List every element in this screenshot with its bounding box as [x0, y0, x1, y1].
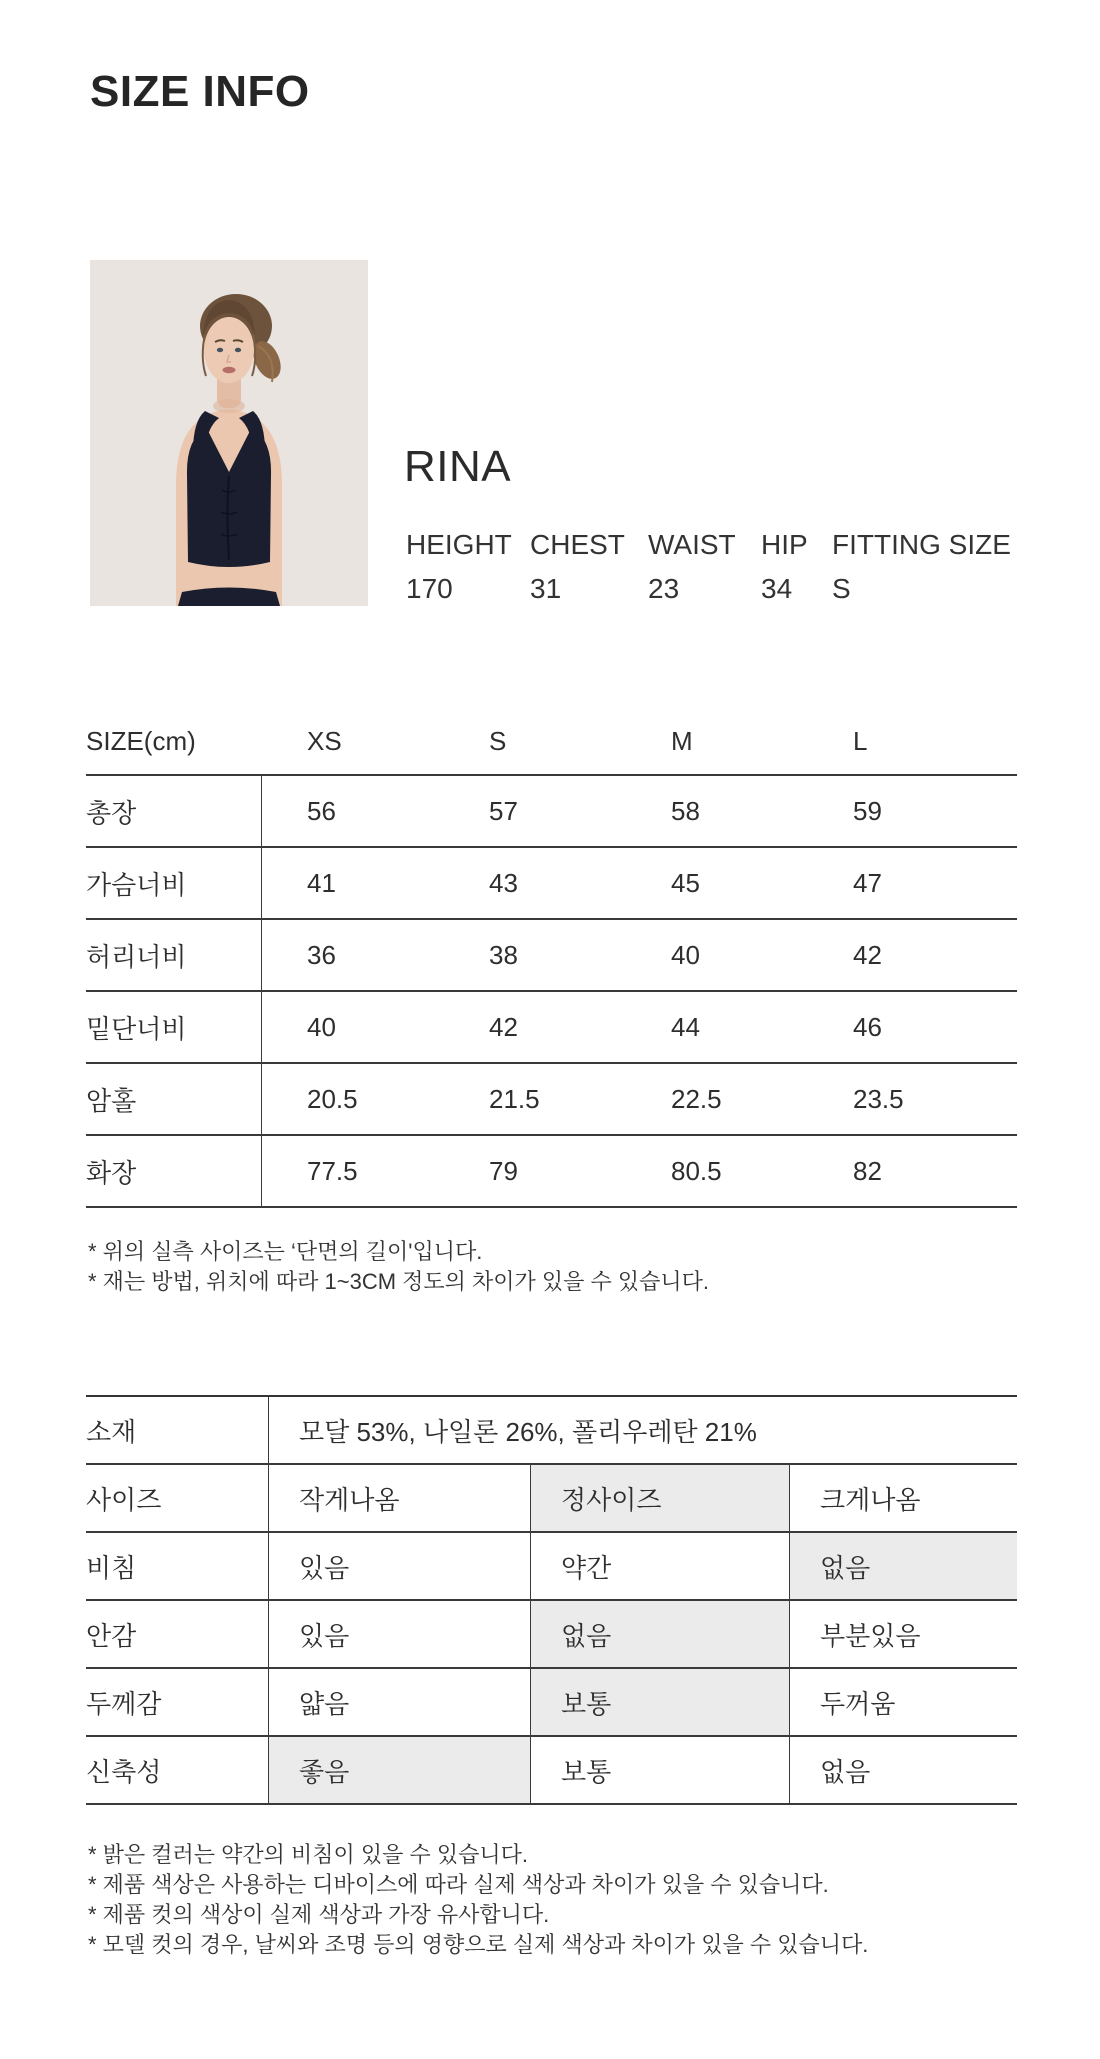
note-line: * 제품 컷의 색상이 실제 색상과 가장 유사합니다.: [88, 1902, 550, 1927]
cell: 43: [489, 867, 518, 898]
cell: 42: [489, 1011, 518, 1042]
fit-row-sheerness: [86, 1533, 1017, 1601]
cell: 79: [489, 1155, 518, 1186]
model-photo: [90, 260, 368, 606]
option-cell: 정사이즈: [530, 1465, 789, 1531]
measurement-label: FITTING SIZE: [832, 529, 1011, 560]
cell: 44: [671, 1011, 700, 1042]
row-label: 소재: [86, 1416, 137, 1447]
measurement-chest: [530, 530, 648, 604]
measurement-value: 34: [761, 573, 793, 604]
cell: 40: [671, 939, 700, 970]
size-table-header: [86, 709, 1017, 776]
row-label: 허리너비: [86, 920, 262, 990]
measurement-label: WAIST: [648, 529, 736, 560]
model-measurements: [406, 530, 1022, 604]
measurement-waist: [648, 530, 761, 604]
size-column-xs: XS: [307, 726, 342, 756]
row-label: 화장: [86, 1136, 262, 1206]
size-table-notes: [88, 1237, 709, 1297]
measurement-fitting-size: [832, 530, 1022, 604]
cell: 36: [307, 939, 336, 970]
cell: 20.5: [307, 1083, 358, 1114]
cell: 57: [489, 795, 518, 826]
material-value: 모달 53%, 나일론 26%, 폴리우레탄 21%: [268, 1397, 1017, 1463]
row-label: 가슴너비: [86, 848, 262, 918]
option-cell: 약간: [530, 1533, 789, 1599]
cell: 38: [489, 939, 518, 970]
table-row: [86, 848, 1017, 920]
size-table: [86, 709, 1017, 1208]
note-line: * 모델 컷의 경우, 날씨와 조명 등의 영향으로 실제 색상과 차이가 있을 수 있습니다.: [88, 1932, 869, 1957]
model-photo-illustration: [90, 260, 368, 606]
size-table-header-label: SIZE(cm): [86, 726, 196, 756]
measurement-value: 31: [530, 573, 562, 604]
note-line: * 밝은 컬러는 약간의 비침이 있을 수 있습니다.: [88, 1842, 528, 1867]
option-cell: 없음: [789, 1533, 1017, 1599]
fit-row-stretch: [86, 1737, 1017, 1805]
option-cell: 있음: [268, 1601, 530, 1667]
table-row: [86, 992, 1017, 1064]
option-cell: 얇음: [268, 1669, 530, 1735]
note-line: * 제품 색상은 사용하는 디바이스에 따라 실제 색상과 차이가 있을 수 있습니다.: [88, 1872, 829, 1897]
option-cell: 보통: [530, 1737, 789, 1803]
option-cell: 작게나옴: [268, 1465, 530, 1531]
size-column-s: S: [489, 726, 507, 756]
cell: 56: [307, 795, 336, 826]
fit-row-thickness: [86, 1669, 1017, 1737]
page-title: SIZE INFO: [90, 67, 310, 116]
measurement-label: CHEST: [530, 529, 625, 560]
cell: 21.5: [489, 1083, 540, 1114]
row-label: 밑단너비: [86, 992, 262, 1062]
cell: 82: [853, 1155, 882, 1186]
material-row: [86, 1397, 1017, 1465]
option-cell: 크게나옴: [789, 1465, 1017, 1531]
cell: 23.5: [853, 1083, 904, 1114]
row-label: 암홀: [86, 1064, 262, 1134]
table-row: [86, 1136, 1017, 1208]
measurement-hip: [761, 530, 832, 604]
cell: 59: [853, 795, 882, 826]
measurement-value: 170: [406, 573, 453, 604]
option-cell: 두꺼움: [789, 1669, 1017, 1735]
cell: 80.5: [671, 1155, 722, 1186]
table-row: [86, 776, 1017, 848]
cell: 45: [671, 867, 700, 898]
footer-notes: [88, 1840, 868, 1960]
measurement-label: HEIGHT: [406, 529, 512, 560]
measurement-value: 23: [648, 573, 680, 604]
cell: 22.5: [671, 1083, 722, 1114]
row-label: 두께감: [86, 1688, 162, 1719]
measurement-value: S: [832, 573, 851, 604]
fit-row-lining: [86, 1601, 1017, 1669]
option-cell: 있음: [268, 1533, 530, 1599]
cell: 40: [307, 1011, 336, 1042]
row-label: 사이즈: [86, 1484, 162, 1515]
measurement-height: [406, 530, 530, 604]
row-label: 안감: [86, 1620, 137, 1651]
option-cell: 부분있음: [789, 1601, 1017, 1667]
cell: 42: [853, 939, 882, 970]
option-cell: 없음: [530, 1601, 789, 1667]
cell: 77.5: [307, 1155, 358, 1186]
option-cell: 없음: [789, 1737, 1017, 1803]
table-row: [86, 920, 1017, 992]
note-line: * 재는 방법, 위치에 따라 1~3CM 정도의 차이가 있을 수 있습니다.: [88, 1269, 709, 1294]
fabric-table: [86, 1395, 1017, 1805]
size-column-m: M: [671, 726, 693, 756]
row-label: 총장: [86, 776, 262, 846]
cell: 47: [853, 867, 882, 898]
model-name: RINA: [404, 442, 512, 491]
table-row: [86, 1064, 1017, 1136]
row-label: 신축성: [86, 1756, 162, 1787]
size-column-l: L: [853, 726, 868, 756]
measurement-label: HIP: [761, 529, 808, 560]
cell: 46: [853, 1011, 882, 1042]
cell: 41: [307, 867, 336, 898]
cell: 58: [671, 795, 700, 826]
option-cell: 보통: [530, 1669, 789, 1735]
row-label: 비침: [86, 1552, 137, 1583]
note-line: * 위의 실측 사이즈는 ‘단면의 길이'입니다.: [88, 1239, 483, 1264]
option-cell: 좋음: [268, 1737, 530, 1803]
fit-row-size: [86, 1465, 1017, 1533]
